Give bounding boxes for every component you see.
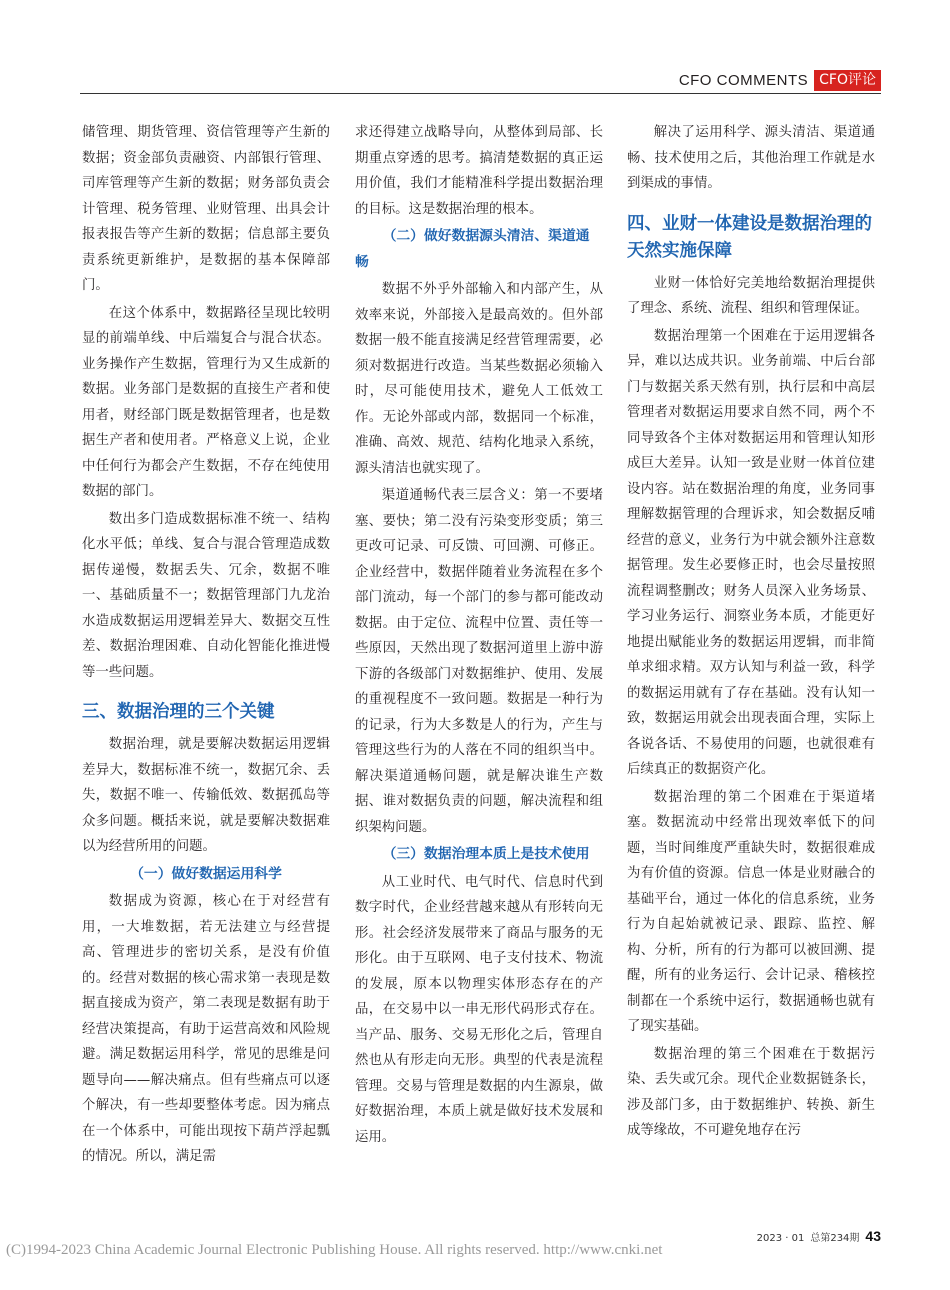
issue-info xyxy=(757,1228,881,1244)
header-cn-badge: CFO评论 xyxy=(814,70,881,91)
issue-number: 总第234期 xyxy=(810,1233,860,1244)
paragraph: 储管理、期货管理、资信管理等产生新的数据；资金部负责融资、内部银行管理、司库管理等产生新的数据；财务部负责会计管理、税务管理、业财管理、出具会计报表报告等产生新的数据；信息部主要负责系统更新维护，是数据的基本保障部门。 xyxy=(82,125,330,293)
paragraph: 数据成为资源，核心在于对经营有用，一大堆数据，若无法建立与经营提高、管理进步的密切关系，是没有价值的。经营对数据的核心需求第一表现是数据直接成为资产，第二表现是数据有助于经营决策提高，有助于运营高效和风险规避。满足数据运用科学，常见的思维是问题导向——解决痛点。但有些痛点可以逐个解决，有一些却要整体考虑。因为痛点在一个体系中，可能出现按下葫芦浮起瓢的情况。所以，满足需 xyxy=(82,894,330,1164)
paragraph: 数据治理，就是要解决数据运用逻辑差异大，数据标准不统一，数据冗余、丢失，数据不唯一、传输低效、数据孤岛等众多问题。概括来说，就是要解决数据难以为经营所用的问题。 xyxy=(82,737,330,854)
paragraph: 业财一体恰好完美地给数据治理提供了理念、系统、流程、组织和管理保证。 xyxy=(627,275,875,316)
header-en-title: CFO COMMENTS xyxy=(678,72,809,89)
paragraph: 数据治理的第二个困难在于渠道堵塞。数据流动中经常出现效率低下的问题，当时间维度严重缺失时，数据很难成为有价值的资源。信息一体是业财融合的基础平台，通过一体化的信息系统，业务行为自起始就被记录、跟踪、监控、解构、分析，所有的行为都可以被回溯、提醒，所有的业务运行、会计记录、稽核控制都在一个系统中运行，数据通畅也就有了现实基础。 xyxy=(627,789,875,1034)
subsection-heading: （三）数据治理本质上是技术使用 xyxy=(382,846,590,862)
header-rule xyxy=(80,93,881,94)
section-heading: 三、数据治理的三个关键 xyxy=(82,702,275,722)
paragraph: 数出多门造成数据标准不统一、结构化水平低；单线、复合与混合管理造成数据传递慢，数据丢失、冗余，数据不唯一、基础质量不一；数据管理部门九龙治水造成数据运用逻辑差异大、数据交互性差、数据治理困难、自动化智能化推进慢等一些问题。 xyxy=(82,511,330,680)
issue-date: 2023 · 01 xyxy=(756,1233,805,1244)
paragraph: 求还得建立战略导向，从整体到局部、长期重点穿透的思考。搞清楚数据的真正运用价值，我们才能精准科学提出数据治理的目标。这是数据治理的根本。 xyxy=(355,125,603,217)
copyright-watermark: (C)1994-2023 China Academic Journal Electronic Publishing House. All rights reserved. http://www.cnki.net xyxy=(6,1242,663,1258)
subsection-heading: （二）做好数据源头清洁、渠道通畅 xyxy=(355,228,590,270)
page-number: 43 xyxy=(865,1228,881,1244)
paragraph: 解决了运用科学、源头清洁、渠道通畅、技术使用之后，其他治理工作就是水到渠成的事情。 xyxy=(627,125,875,191)
column-2 xyxy=(355,120,603,1152)
paragraph: 渠道通畅代表三层含义：第一不要堵塞、要快；第二没有污染变形变质；第三更改可记录、可反馈、可回溯、可修正。企业经营中，数据伴随着业务流程在多个部门流动，每一个部门的参与都可能改动数据。由于定位、流程中位置、责任等一些原因，天然出现了数据河道里上游中游下游的各级部门对数据维护、使用、发展的重视程度不一致问题。数据是一种行为的记录，行为大多数是人的行为，产生与管理这些行为的人落在不同的组织当中。解决渠道通畅问题，就是解决谁生产数据、谁对数据负责的问题，解决流程和组织架构问题。 xyxy=(355,488,603,835)
paragraph: 在这个体系中，数据路径呈现比较明显的前端单线、中后端复合与混合状态。业务操作产生数据，管理行为又生成新的数据。业务部门是数据的直接生产者和使用者，财经部门既是数据管理者，也是数据生产者和使用者。严格意义上说，企业中任何行为都会产生数据，不存在纯使用数据的部门。 xyxy=(82,305,330,499)
section-heading: 四、业财一体建设是数据治理的天然实施保障 xyxy=(627,213,872,261)
paragraph: 从工业时代、电气时代、信息时代到数字时代，企业经营越来越从有形转向无形。社会经济发展带来了商品与服务的无形化。由于互联网、电子支付技术、物流的发展，原本以物理实体形态存在的产品，在交易中以一串无形代码形式存在。当产品、服务、交易无形化之后，管理自然也从有形走向无形。典型的代表是流程管理。交易与管理是数据的内生源泉，做好数据治理，本质上就是做好技术发展和运用。 xyxy=(355,874,603,1145)
journal-header xyxy=(679,70,881,91)
paragraph: 数据治理第一个困难在于运用逻辑各异，难以达成共识。业务前端、中后台部门与数据关系天然有别，执行层和中高层管理者对数据运用要求自然不同，两个不同导致各个主体对数据运用和管理认知形成巨大差异。认知一致是业财一体首位建设内容。站在数据治理的角度，业务同事理解数据管理的合理诉求，知会数据反哺经营的意义，业务行为中就会额外注意数据管理。发生必要修正时，也会尽量按照流程调整删改；财务人员深入业务场景、学习业务运行、洞察业务本质，才能更好地提出赋能业务的数据运用逻辑，而非简单求细求精。双方认知与利益一致，科学的数据运用就有了存在基础。没有认知一致，数据运用就会出现表面合理，实际上各说各话、不易使用的问题，也就很难有后续真正的数据资产化。 xyxy=(627,328,875,777)
column-1 xyxy=(82,120,330,1172)
subsection-heading: （一）做好数据运用科学 xyxy=(130,865,282,882)
paragraph: 数据不外乎外部输入和内部产生，从效率来说，外部接入是最高效的。但外部数据一般不能直接满足经营管理需要，必须对数据进行改造。当某些数据必须输入时，尽可能使用技术，避免人工低效工作。无论外部或内部，数据同一个标准，准确、高效、规范、结构化地录入系统，源头清洁也就实现了。 xyxy=(355,282,603,476)
column-3 xyxy=(627,120,875,1146)
paragraph: 数据治理的第三个困难在于数据污染、丢失或冗余。现代企业数据链条长，涉及部门多，由于数据维护、转换、新生成等缘故，不可避免地存在污 xyxy=(627,1046,875,1138)
